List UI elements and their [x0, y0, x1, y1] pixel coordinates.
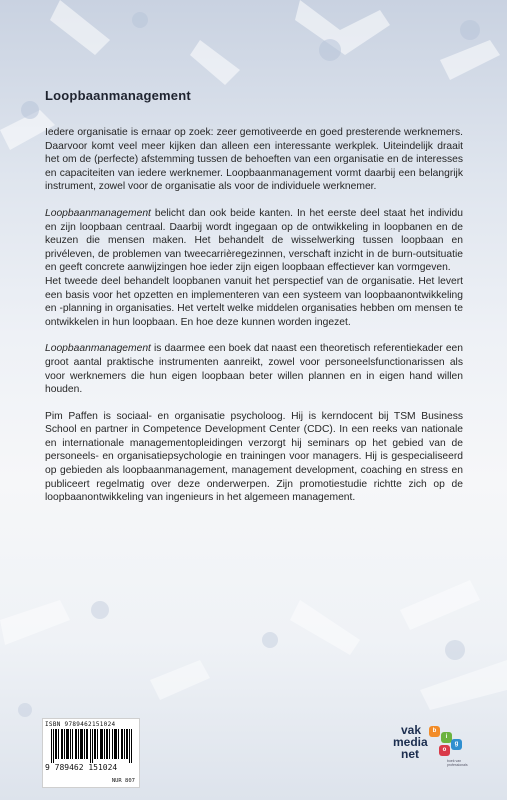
isbn-label: ISBN 9789462151024: [45, 721, 116, 728]
barcode-bars: [51, 729, 133, 763]
logo-word-media: media: [393, 735, 428, 749]
page-title: Loopbaanmanagement: [45, 88, 191, 103]
logo-badge-blue: g: [451, 739, 462, 750]
book-title-italic: Loopbaanmanagement: [45, 207, 151, 219]
barcode-digits: 9 789462 151024: [45, 763, 118, 772]
logo-word-net: net: [401, 747, 419, 761]
part-two-paragraph: Het tweede deel behandelt loopbanen vanuit het perspectief van de organisatie. Het levert een basis voor het opzetten en implementeren van een systeem van loopbaanontwikkeling en -planning in organisaties. Het vertelt welke middelen organisaties hebben om mensen te ontwikkelen in hun loopbaan. En hoe deze kunnen worden ingezet.: [45, 275, 463, 328]
logo-badge-green: i: [441, 732, 452, 743]
isbn-barcode: [42, 718, 140, 788]
intro-paragraph: Iedere organisatie is ernaar op zoek: zeer gemotiveerde en goed presterende werknemers. Daarvoor komt veel meer kijken dan alleen een interessante werkplek. Uiteindelijk draait het om de (perfecte) afstemming tussen de behoeften van een organisatie en de interesses en capaciteiten van iedere werknemer. Loopbaanmanagement vormt daarbij een belangrijk instrument, zowel voor de organisatie als voor de individuele werknemer.: [45, 127, 463, 193]
publisher-logo: [393, 723, 473, 778]
book-title-italic: Loopbaanmanagement: [45, 343, 151, 355]
summary-paragraph: [45, 342, 463, 396]
logo-word-vak: vak: [401, 723, 422, 737]
author-bio-paragraph: Pim Paffen is sociaal- en organisatie psycholoog. Hij is kerndocent bij TSM Business School en partner in Competence Development Center (CDC). In een reeks van nationale en internationale managementopleidingen verzorgt hij seminars op het gebied van de personeels- en organisatiepsychologie en trainingen voor managers. Hij is gespecialiseerd op gebieden als loopbaanmanagement, management development, coaching en stress en publiceert regelmatig over deze onderwerpen. Zijn promotiestudie richtte zich op de loopbaanontwikkeling van ingenieurs in het algemeen management.: [45, 410, 463, 504]
paragraph-gap: [45, 194, 463, 207]
nur-code: NUR 807: [111, 778, 135, 784]
back-cover-text: [45, 88, 463, 505]
logo-badge-orange: b: [429, 726, 440, 737]
logo-badge-red: o: [439, 745, 450, 756]
part-one-paragraph: [45, 207, 463, 275]
logo-tagline: boek van professionals: [447, 759, 468, 767]
paragraph-gap: [45, 329, 463, 342]
part-one-text: belicht dan ook beide kanten. In het eerste deel staat het individu en zijn loopbaan centraal. Daarbij wordt ingegaan op de ontwikkeling in loopbanen en de keuzen die mensen maken. Het behandelt de wisselwerking tussen loopbaan en privéleven, de problemen van tweecarrièregezinnen, verschaft inzicht in de burn-outsituatie en geeft concrete aanwijzingen hoe ieder zijn eigen loopbaan effectiever kan vormgeven.: [45, 207, 463, 274]
summary-text: is daarmee een boek dat naast een theoretisch referentiekader een groot aantal praktische instrumenten aanreikt, zowel voor personeelsfunctionarissen als voor werknemers die hun eigen loopbaan beter willen plannen en in eigen hand willen houden.: [45, 343, 463, 396]
paragraph-gap: [45, 397, 463, 410]
